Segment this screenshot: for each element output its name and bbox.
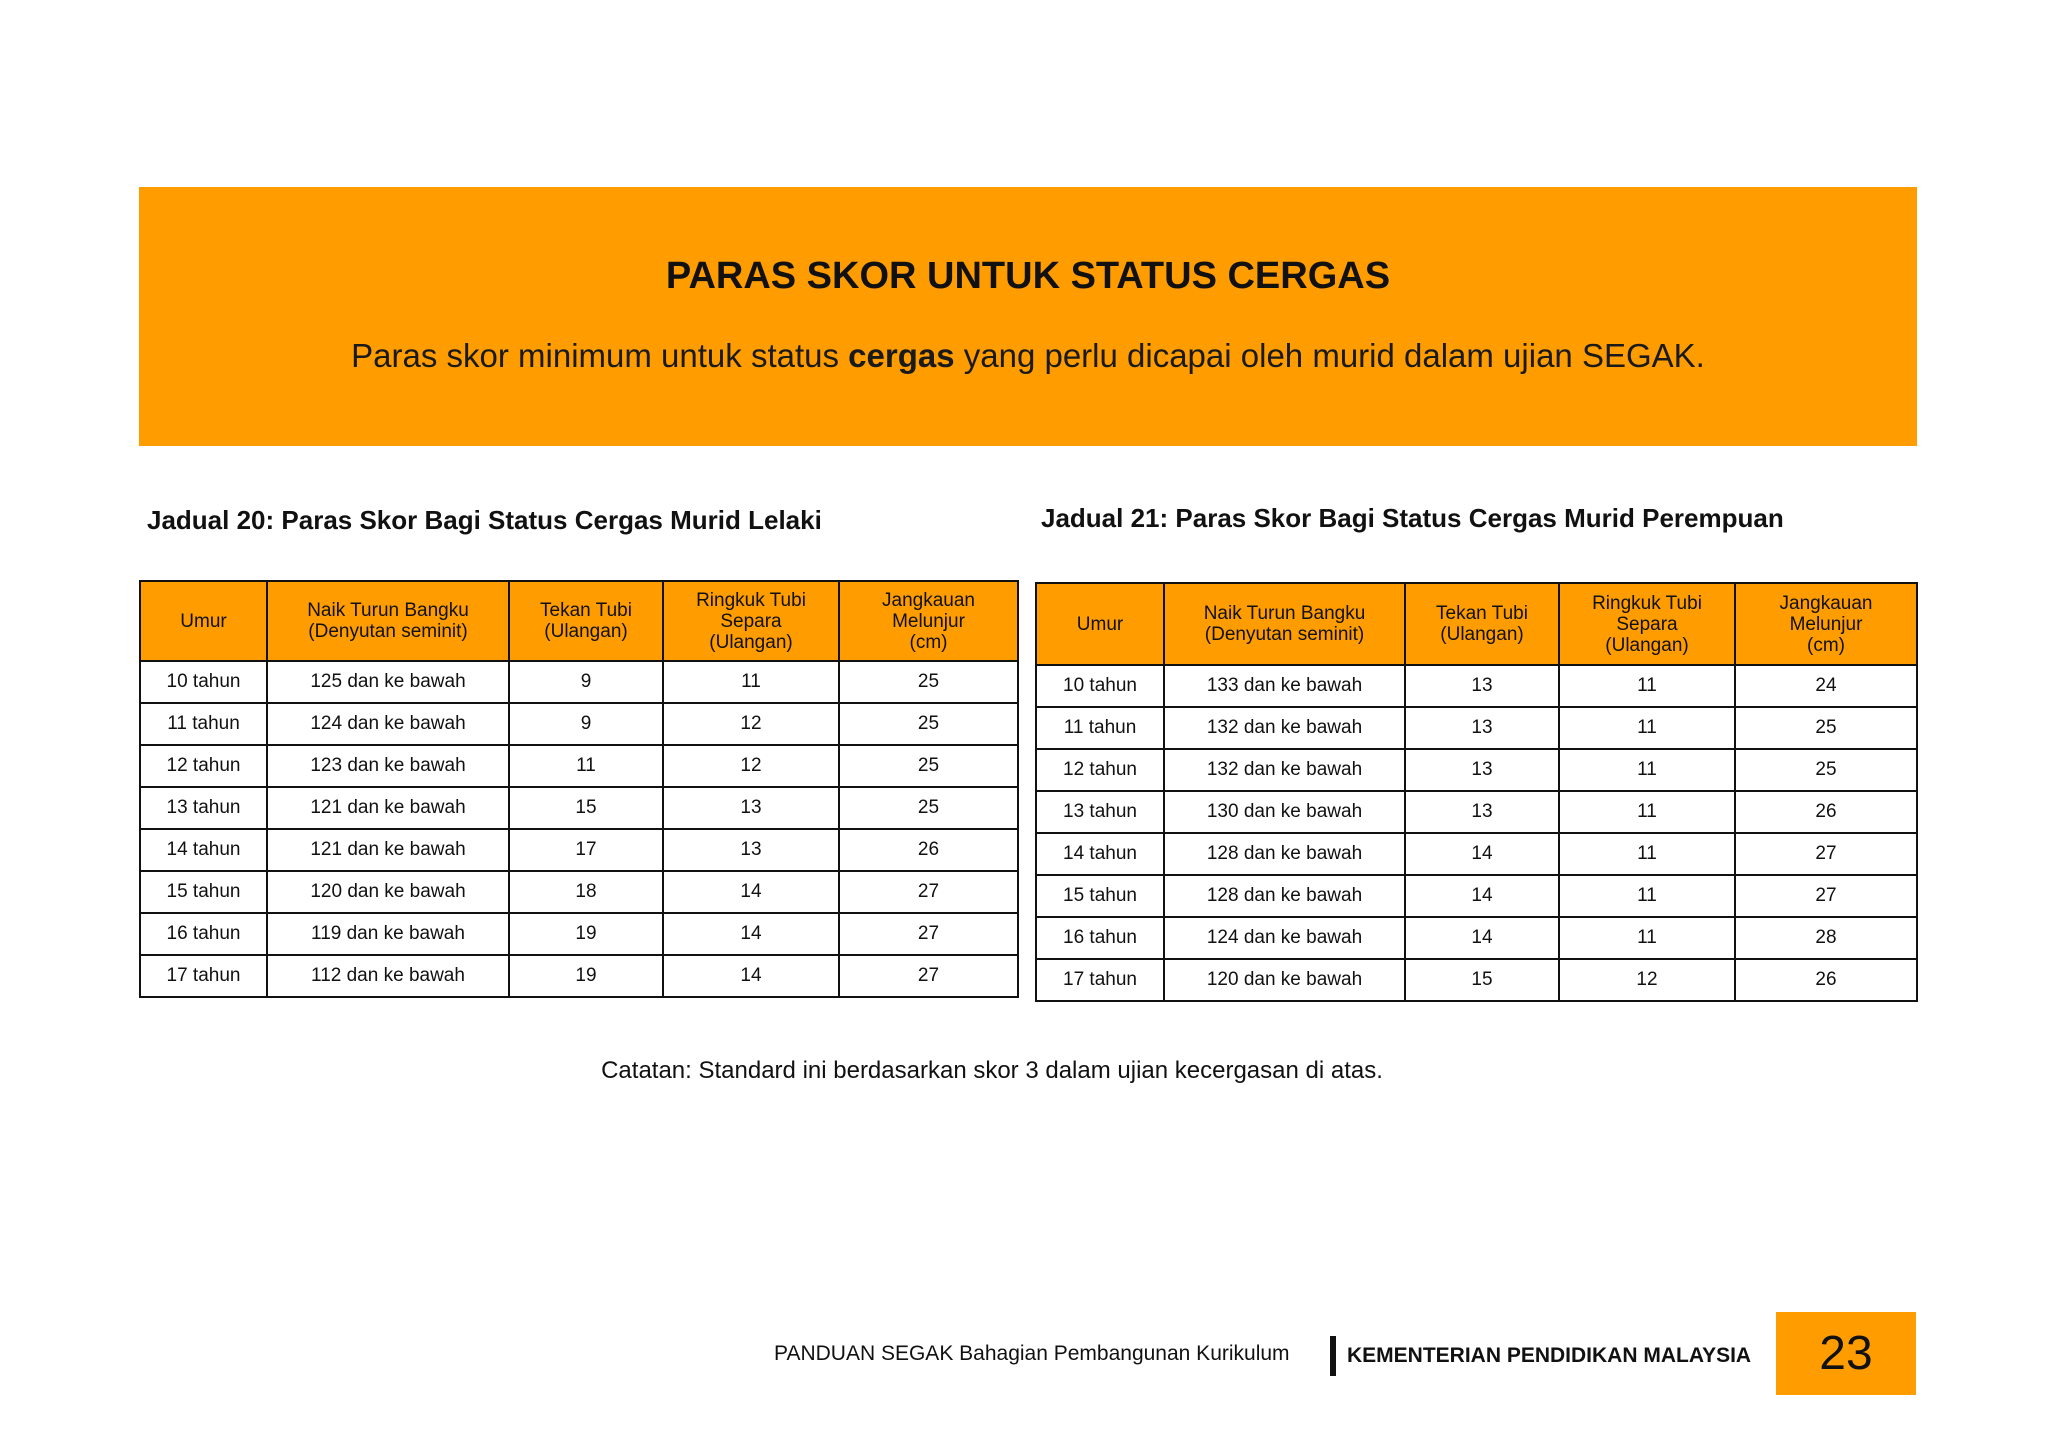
table-row [1036, 707, 1917, 749]
table-cell: 25 [1735, 749, 1917, 791]
table-cell: 14 [1405, 875, 1559, 917]
table-cell: 132 dan ke bawah [1164, 707, 1405, 749]
table-cell: 27 [1735, 833, 1917, 875]
table-cell: 120 dan ke bawah [267, 871, 509, 913]
table-cell: 119 dan ke bawah [267, 913, 509, 955]
table-row [1036, 791, 1917, 833]
column-header: Tekan Tubi (Ulangan) [1405, 583, 1559, 665]
column-header: Jangkauan Melunjur (cm) [839, 581, 1018, 661]
male-table-caption: Jadual 20: Paras Skor Bagi Status Cergas Murid Lelaki [147, 505, 822, 535]
column-header: Naik Turun Bangku (Denyutan seminit) [1164, 583, 1405, 665]
table-cell: 18 [509, 871, 663, 913]
table-cell: 9 [509, 661, 663, 703]
column-header: Umur [140, 581, 267, 661]
female-score-table [1035, 582, 1918, 1002]
subtitle-text-start: Paras skor minimum untuk status [351, 337, 849, 374]
table-cell: 11 [1559, 917, 1735, 959]
table-cell: 124 dan ke bawah [267, 703, 509, 745]
column-header: Ringkuk Tubi Separa (Ulangan) [663, 581, 839, 661]
table-cell: 12 [663, 703, 839, 745]
table-cell: 26 [1735, 791, 1917, 833]
footer-ministry: KEMENTERIAN PENDIDIKAN MALAYSIA [1347, 1344, 1752, 1367]
table-row [140, 787, 1018, 829]
table-cell: 27 [1735, 875, 1917, 917]
table-row [140, 745, 1018, 787]
table-cell: 16 tahun [1036, 917, 1164, 959]
table-cell: 10 tahun [1036, 665, 1164, 707]
table-cell: 17 tahun [140, 955, 267, 997]
subtitle-emphasis: cergas [848, 337, 955, 374]
table-row [140, 913, 1018, 955]
male-score-table [139, 580, 1019, 998]
table-cell: 17 [509, 829, 663, 871]
table-cell: 27 [839, 913, 1018, 955]
table-cell: 28 [1735, 917, 1917, 959]
table-cell: 12 [663, 745, 839, 787]
table-cell: 14 [663, 871, 839, 913]
page-subtitle [139, 337, 1917, 375]
table-cell: 11 [1559, 707, 1735, 749]
table-cell: 12 tahun [1036, 749, 1164, 791]
table-cell: 11 [509, 745, 663, 787]
table-cell: 9 [509, 703, 663, 745]
table-cell: 130 dan ke bawah [1164, 791, 1405, 833]
table-cell: 16 tahun [140, 913, 267, 955]
table-cell: 128 dan ke bawah [1164, 875, 1405, 917]
table-row [1036, 959, 1917, 1001]
table-cell: 15 [509, 787, 663, 829]
table-cell: 14 [1405, 917, 1559, 959]
table-cell: 13 tahun [1036, 791, 1164, 833]
subtitle-text-end: yang perlu dicapai oleh murid dalam ujian SEGAK. [954, 337, 1705, 374]
column-header: Umur [1036, 583, 1164, 665]
table-cell: 14 [663, 913, 839, 955]
table-cell: 14 [1405, 833, 1559, 875]
table-cell: 132 dan ke bawah [1164, 749, 1405, 791]
table-cell: 120 dan ke bawah [1164, 959, 1405, 1001]
table-cell: 19 [509, 913, 663, 955]
table-cell: 11 [663, 661, 839, 703]
table-cell: 13 tahun [140, 787, 267, 829]
table-cell: 27 [839, 955, 1018, 997]
table-cell: 13 [1405, 749, 1559, 791]
table-cell: 19 [509, 955, 663, 997]
table-cell: 26 [1735, 959, 1917, 1001]
female-table-caption: Jadual 21: Paras Skor Bagi Status Cergas Murid Perempuan [1041, 503, 1784, 533]
table-cell: 10 tahun [140, 661, 267, 703]
page-title: PARAS SKOR UNTUK STATUS CERGAS [665, 255, 1391, 297]
table-cell: 13 [1405, 665, 1559, 707]
table-cell: 25 [839, 745, 1018, 787]
footer-divider [1330, 1336, 1336, 1376]
table-cell: 121 dan ke bawah [267, 829, 509, 871]
table-cell: 11 tahun [140, 703, 267, 745]
table-cell: 12 tahun [140, 745, 267, 787]
table-row [1036, 833, 1917, 875]
table-cell: 121 dan ke bawah [267, 787, 509, 829]
table-cell: 25 [839, 787, 1018, 829]
table-note: Catatan: Standard ini berdasarkan skor 3 dalam ujian kecergasan di atas. [601, 1057, 1383, 1084]
table-cell: 112 dan ke bawah [267, 955, 509, 997]
table-row [1036, 749, 1917, 791]
table-cell: 17 tahun [1036, 959, 1164, 1001]
table-cell: 123 dan ke bawah [267, 745, 509, 787]
table-cell: 24 [1735, 665, 1917, 707]
table-cell: 15 tahun [1036, 875, 1164, 917]
table-cell: 11 [1559, 833, 1735, 875]
table-cell: 25 [839, 661, 1018, 703]
table-cell: 11 [1559, 749, 1735, 791]
table-row [140, 829, 1018, 871]
table-row [1036, 917, 1917, 959]
table-cell: 11 [1559, 665, 1735, 707]
column-header: Tekan Tubi (Ulangan) [509, 581, 663, 661]
column-header: Naik Turun Bangku (Denyutan seminit) [267, 581, 509, 661]
table-row [140, 871, 1018, 913]
table-cell: 14 [663, 955, 839, 997]
table-cell: 14 tahun [1036, 833, 1164, 875]
column-header: Ringkuk Tubi Separa (Ulangan) [1559, 583, 1735, 665]
table-row [1036, 665, 1917, 707]
footer-guide: PANDUAN SEGAK Bahagian Pembangunan Kurikulum [774, 1342, 1290, 1365]
page-number: 23 [1776, 1312, 1916, 1395]
column-header: Jangkauan Melunjur (cm) [1735, 583, 1917, 665]
table-row [140, 955, 1018, 997]
table-row [1036, 875, 1917, 917]
header-banner [139, 187, 1917, 446]
table-cell: 128 dan ke bawah [1164, 833, 1405, 875]
table-row [140, 703, 1018, 745]
table-cell: 13 [663, 787, 839, 829]
table-cell: 25 [839, 703, 1018, 745]
table-cell: 14 tahun [140, 829, 267, 871]
table-cell: 11 [1559, 875, 1735, 917]
table-cell: 11 [1559, 791, 1735, 833]
table-cell: 15 tahun [140, 871, 267, 913]
table-cell: 124 dan ke bawah [1164, 917, 1405, 959]
table-cell: 13 [1405, 791, 1559, 833]
table-row [140, 661, 1018, 703]
table-cell: 13 [663, 829, 839, 871]
table-cell: 133 dan ke bawah [1164, 665, 1405, 707]
table-cell: 25 [1735, 707, 1917, 749]
table-cell: 26 [839, 829, 1018, 871]
table-cell: 12 [1559, 959, 1735, 1001]
table-cell: 125 dan ke bawah [267, 661, 509, 703]
table-cell: 15 [1405, 959, 1559, 1001]
table-cell: 27 [839, 871, 1018, 913]
table-cell: 11 tahun [1036, 707, 1164, 749]
table-cell: 13 [1405, 707, 1559, 749]
